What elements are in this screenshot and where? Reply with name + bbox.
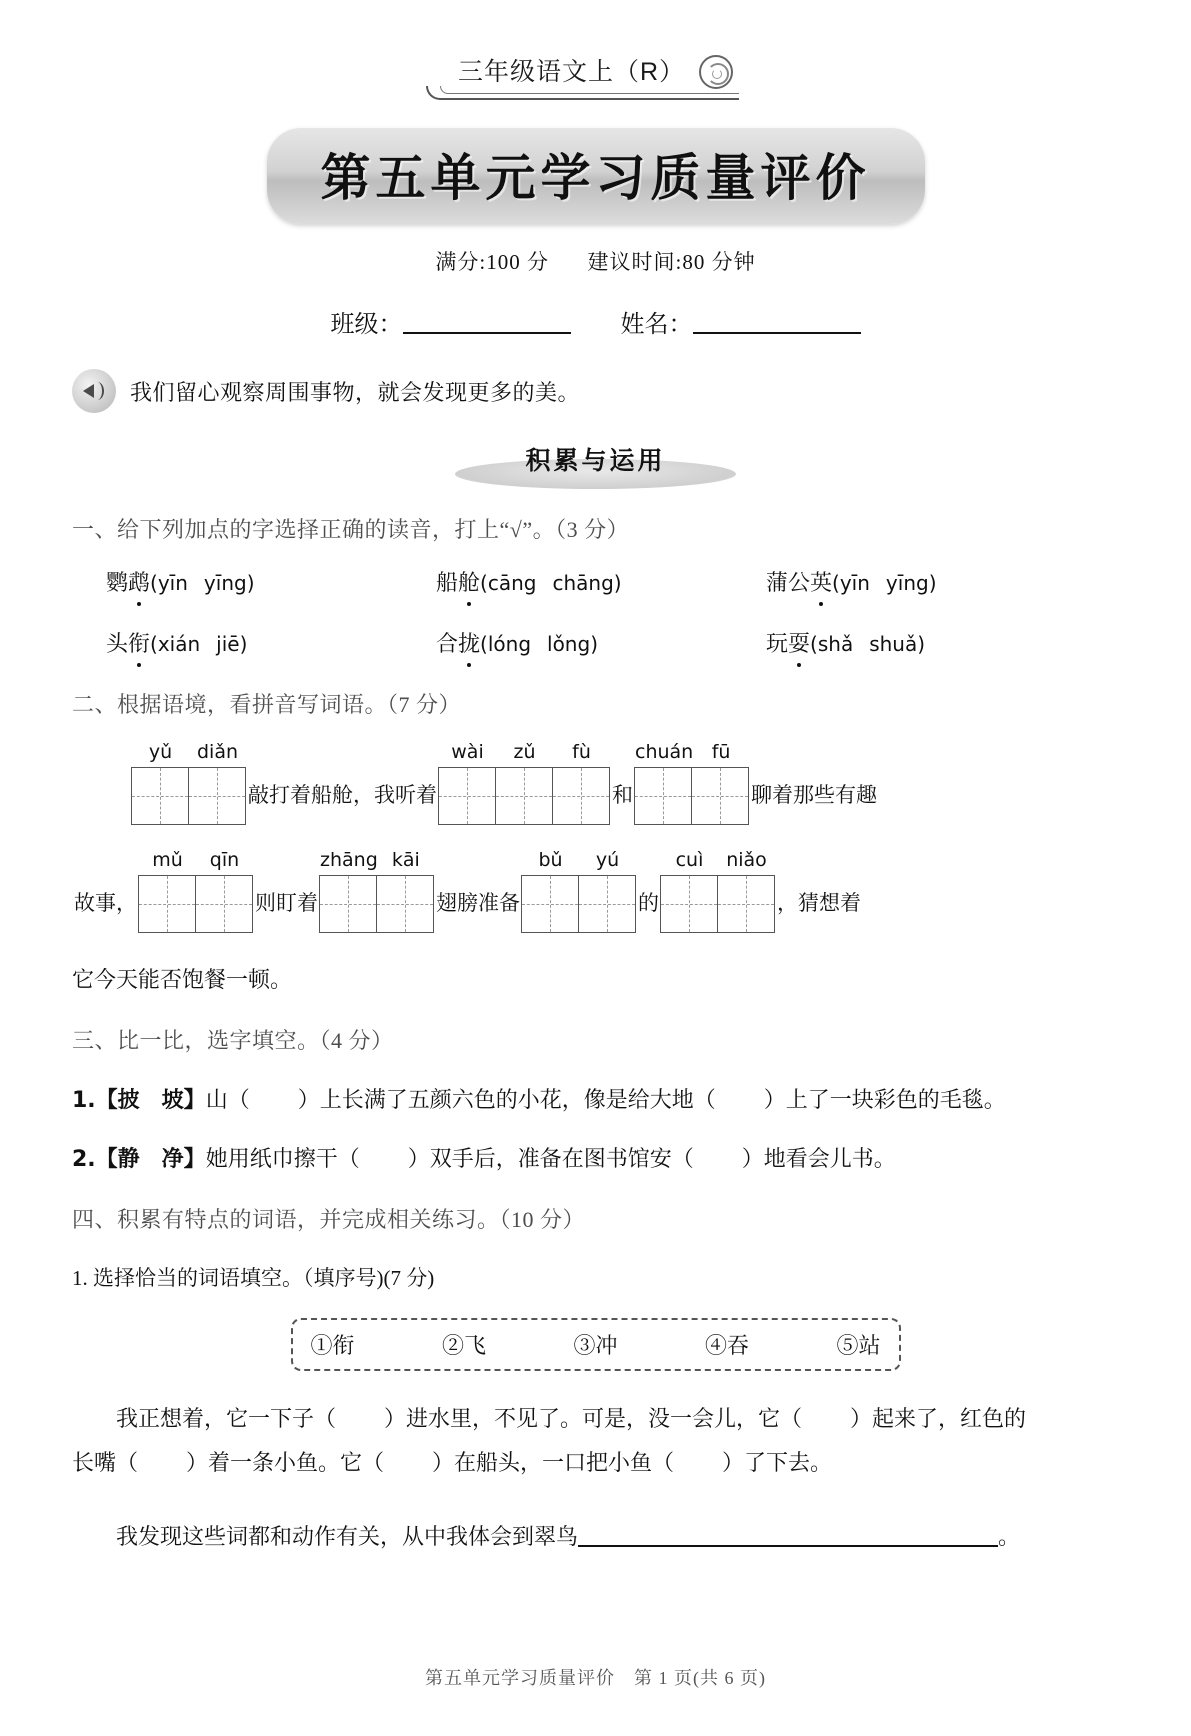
- page-footer: 第五单元学习质量评价 第 1 页(共 6 页): [425, 1668, 766, 1688]
- word-dotted-char: 舱: [458, 566, 480, 597]
- word-option[interactable]: ⑤站: [836, 1333, 881, 1358]
- word-prefix: 玩: [766, 631, 789, 656]
- banner-plate: [267, 128, 925, 224]
- word-option[interactable]: ②飞: [441, 1333, 486, 1358]
- word-dotted-char: 耍: [788, 627, 810, 658]
- pinyin-options[interactable]: (yīn yīng): [832, 571, 937, 595]
- pinyin-syllable: cuì: [675, 849, 704, 871]
- question-3-heading: 三、比一比，选字填空。（4 分）: [72, 1028, 394, 1053]
- pinyin-option-1[interactable]: yīn: [839, 571, 870, 595]
- character-bracket: 【披 坡】: [95, 1088, 206, 1113]
- writing-cell[interactable]: [131, 767, 189, 825]
- q2-text-segment: 则盯着: [255, 891, 318, 915]
- question-1-heading: 一、给下列加点的字选择正确的读音，打上“√”。（3 分）: [72, 517, 630, 542]
- pinyin-item[interactable]: [436, 627, 766, 658]
- pinyin-options[interactable]: (xián jiē): [150, 632, 248, 656]
- worksheet-page: [0, 52, 1191, 1736]
- writing-cell[interactable]: [319, 875, 377, 933]
- writing-boxes[interactable]: [661, 875, 775, 933]
- name-input-blank[interactable]: [693, 309, 861, 334]
- pinyin-option-1[interactable]: xián: [157, 632, 201, 656]
- word-prefix: 合: [436, 631, 459, 656]
- writing-cell[interactable]: [552, 767, 610, 825]
- pinyin-hint: [139, 849, 253, 871]
- pinyin-syllable: chuán: [635, 741, 694, 763]
- pinyin-item[interactable]: [106, 566, 436, 597]
- pinyin-syllable: fū: [711, 741, 731, 763]
- reflection-answer-blank[interactable]: [578, 1523, 998, 1547]
- word-dotted-char: 衔: [128, 627, 150, 658]
- questions-container: [72, 513, 1119, 1559]
- pinyin-option-1[interactable]: shǎ: [817, 632, 854, 656]
- pinyin-options[interactable]: (shǎ shuǎ): [810, 632, 926, 656]
- q2-text-segment: 聊着那些有趣: [751, 783, 877, 807]
- writing-cell[interactable]: [521, 875, 579, 933]
- writing-cell[interactable]: [634, 767, 692, 825]
- word-option[interactable]: ①衔: [310, 1333, 355, 1358]
- tianzige-group-cuiniao[interactable]: [661, 849, 775, 933]
- tianzige-group-yudian[interactable]: [132, 741, 246, 825]
- pinyin-syllable: bǔ: [538, 849, 563, 871]
- pinyin-option-1[interactable]: lóng: [487, 632, 532, 656]
- section-heading-wrap: [0, 439, 1191, 483]
- writing-cell[interactable]: [495, 767, 553, 825]
- pinyin-syllable: wài: [451, 741, 484, 763]
- q2-row-2: [72, 849, 1119, 933]
- pinyin-option-1[interactable]: yīn: [157, 571, 188, 595]
- word-dotted-char: 拢: [458, 627, 480, 658]
- question-4-heading: 四、积累有特点的词语，并完成相关练习。（10 分）: [72, 1207, 586, 1232]
- name-label: 姓名：: [620, 312, 693, 338]
- paragraph-text: ）在船头，一口把小鱼（: [432, 1450, 675, 1475]
- question-2-heading: 二、根据语境，看拼音写词语。（7 分）: [72, 692, 462, 717]
- pinyin-syllable: niǎo: [726, 849, 767, 871]
- word-dotted-char: 鹉: [128, 566, 150, 597]
- pinyin-syllable: zǔ: [513, 741, 536, 763]
- question-1-items: [72, 566, 1119, 658]
- word-prefix: 蒲公: [766, 570, 811, 595]
- paragraph-text: 我正想着，它一下子（: [116, 1406, 337, 1431]
- writing-boxes[interactable]: [320, 875, 434, 933]
- q3-item-1: [72, 1083, 1119, 1114]
- q3-item-2: [72, 1142, 1119, 1173]
- pinyin-hint: [439, 741, 610, 763]
- page-header: [0, 52, 1191, 92]
- writing-cell[interactable]: [691, 767, 749, 825]
- paragraph-text: ）起来了，红色的: [850, 1406, 1027, 1431]
- tianzige-group-chuanfu[interactable]: [635, 741, 749, 825]
- writing-cell[interactable]: [578, 875, 636, 933]
- speaker-icon: [72, 369, 116, 413]
- page-title: 第五单元学习质量评价: [320, 149, 871, 207]
- pinyin-syllable: kāi: [391, 849, 420, 871]
- item-text: ）双手后，准备在图书馆安（: [407, 1146, 694, 1171]
- word-prefix: 鹦: [106, 570, 129, 595]
- item-text: ）上长满了五颜六色的小花，像是给大地（: [297, 1087, 716, 1112]
- section-pill: [455, 439, 735, 483]
- item-text: ）上了一块彩色的毛毯。: [763, 1087, 1006, 1112]
- class-input-blank[interactable]: [403, 309, 571, 334]
- writing-boxes[interactable]: [635, 767, 749, 825]
- q2-row-1: [72, 741, 1119, 825]
- pinyin-syllable: fù: [572, 741, 591, 763]
- pinyin-option-1[interactable]: cāng: [487, 571, 537, 595]
- q2-text-segment: 的: [638, 891, 659, 915]
- quote-row: [72, 369, 1191, 413]
- pinyin-hint: [635, 741, 749, 763]
- pinyin-option-2[interactable]: yīng: [203, 571, 247, 595]
- pinyin-hint: [320, 849, 434, 871]
- q4-reflection-line: [72, 1515, 1119, 1559]
- q4-paragraph: [72, 1397, 1119, 1485]
- suggested-time-text: 建议时间:80 分钟: [587, 250, 756, 274]
- pinyin-hint: [132, 741, 246, 763]
- writing-cell[interactable]: [138, 875, 196, 933]
- pinyin-syllable: yú: [595, 849, 620, 871]
- word-option[interactable]: ④吞: [704, 1333, 749, 1358]
- header-scroll-decoration: [458, 52, 733, 92]
- pinyin-item[interactable]: [766, 627, 1119, 658]
- pinyin-option-2[interactable]: yīng: [885, 571, 929, 595]
- item-number: 1.: [72, 1088, 96, 1113]
- writing-cell[interactable]: [660, 875, 718, 933]
- pinyin-syllable: diǎn: [196, 741, 239, 763]
- word-dotted-char: 英: [810, 566, 832, 597]
- writing-cell[interactable]: [195, 875, 253, 933]
- pinyin-options[interactable]: (lóng lǒng): [480, 632, 598, 656]
- pinyin-item[interactable]: [106, 627, 436, 658]
- paragraph-text: ）着一条小鱼。它（: [186, 1450, 385, 1475]
- pinyin-option-2[interactable]: jiē: [216, 632, 240, 656]
- class-label: 班级：: [330, 312, 403, 338]
- item-text: 山（: [205, 1087, 250, 1112]
- word-options-box: [291, 1318, 901, 1371]
- word-prefix: 头: [106, 631, 129, 656]
- writing-cell[interactable]: [376, 875, 434, 933]
- q2-text-segment: ，猜想着: [777, 891, 861, 915]
- word-prefix: 船: [436, 570, 459, 595]
- pinyin-syllable: yǔ: [148, 741, 173, 763]
- quote-text: 我们留心观察周围事物，就会发现更多的美。: [130, 379, 581, 405]
- book-title: 三年级语文上（R）: [457, 58, 686, 86]
- tianzige-group-zhangkai[interactable]: [320, 849, 434, 933]
- writing-boxes[interactable]: [132, 767, 246, 825]
- writing-boxes[interactable]: [522, 875, 636, 933]
- pinyin-hint: [522, 849, 636, 871]
- paragraph-text: ）进水里，不见了。可是，没一会儿，它（: [384, 1406, 803, 1431]
- pinyin-option-2[interactable]: lǒng: [547, 632, 591, 656]
- pinyin-syllable: qīn: [209, 849, 240, 871]
- exam-meta: [0, 246, 1191, 276]
- q2-text-segment: 翅膀准备: [436, 891, 520, 915]
- q2-text-segment: 敲打着船舱，我听着: [248, 783, 437, 807]
- q2-row-3: 它今天能否饱餐一顿。: [72, 967, 293, 992]
- tianzige-group-buyu[interactable]: [522, 849, 636, 933]
- writing-boxes[interactable]: [139, 875, 253, 933]
- writing-cell[interactable]: [717, 875, 775, 933]
- pinyin-hint: [661, 849, 775, 871]
- pinyin-options[interactable]: (yīn yīng): [150, 571, 255, 595]
- word-option[interactable]: ③冲: [573, 1333, 618, 1358]
- question-4-sub1: 1. 选择恰当的词语填空。（填序号)(7 分): [72, 1266, 435, 1290]
- reflection-text: 我发现这些词都和动作有关，从中我体会到翠鸟: [116, 1524, 579, 1549]
- section-title: 积累与运用: [525, 446, 666, 475]
- student-id-row: [0, 304, 1191, 339]
- character-bracket: 【静 净】: [95, 1147, 206, 1172]
- pinyin-syllable: zhāng: [320, 849, 378, 871]
- q2-text-segment: 故事，: [74, 891, 137, 915]
- pinyin-item[interactable]: [766, 566, 1119, 597]
- paragraph-text: 长嘴（: [72, 1450, 139, 1475]
- pinyin-options[interactable]: (cāng chāng): [480, 571, 622, 595]
- pinyin-option-2[interactable]: shuǎ: [869, 632, 918, 656]
- spiral-icon: [699, 55, 733, 89]
- writing-cell[interactable]: [438, 767, 496, 825]
- q2-text-segment: 和: [612, 783, 633, 807]
- pinyin-syllable: mǔ: [152, 849, 183, 871]
- item-number: 2.: [72, 1147, 96, 1172]
- writing-boxes[interactable]: [439, 767, 610, 825]
- writing-cell[interactable]: [188, 767, 246, 825]
- reflection-period: 。: [998, 1524, 1021, 1549]
- item-text: ）地看会儿书。: [741, 1146, 896, 1171]
- banner-container: [0, 128, 1191, 224]
- tianzige-group-muqin[interactable]: [139, 849, 253, 933]
- pinyin-option-2[interactable]: chāng: [552, 571, 614, 595]
- item-text: 她用纸巾擦干（: [205, 1146, 360, 1171]
- tianzige-group-waizufu[interactable]: [439, 741, 610, 825]
- pinyin-item[interactable]: [436, 566, 766, 597]
- scroll-rule-inner: [440, 86, 739, 94]
- full-score-text: 满分:100 分: [435, 250, 549, 274]
- paragraph-text: ）了下去。: [722, 1450, 833, 1475]
